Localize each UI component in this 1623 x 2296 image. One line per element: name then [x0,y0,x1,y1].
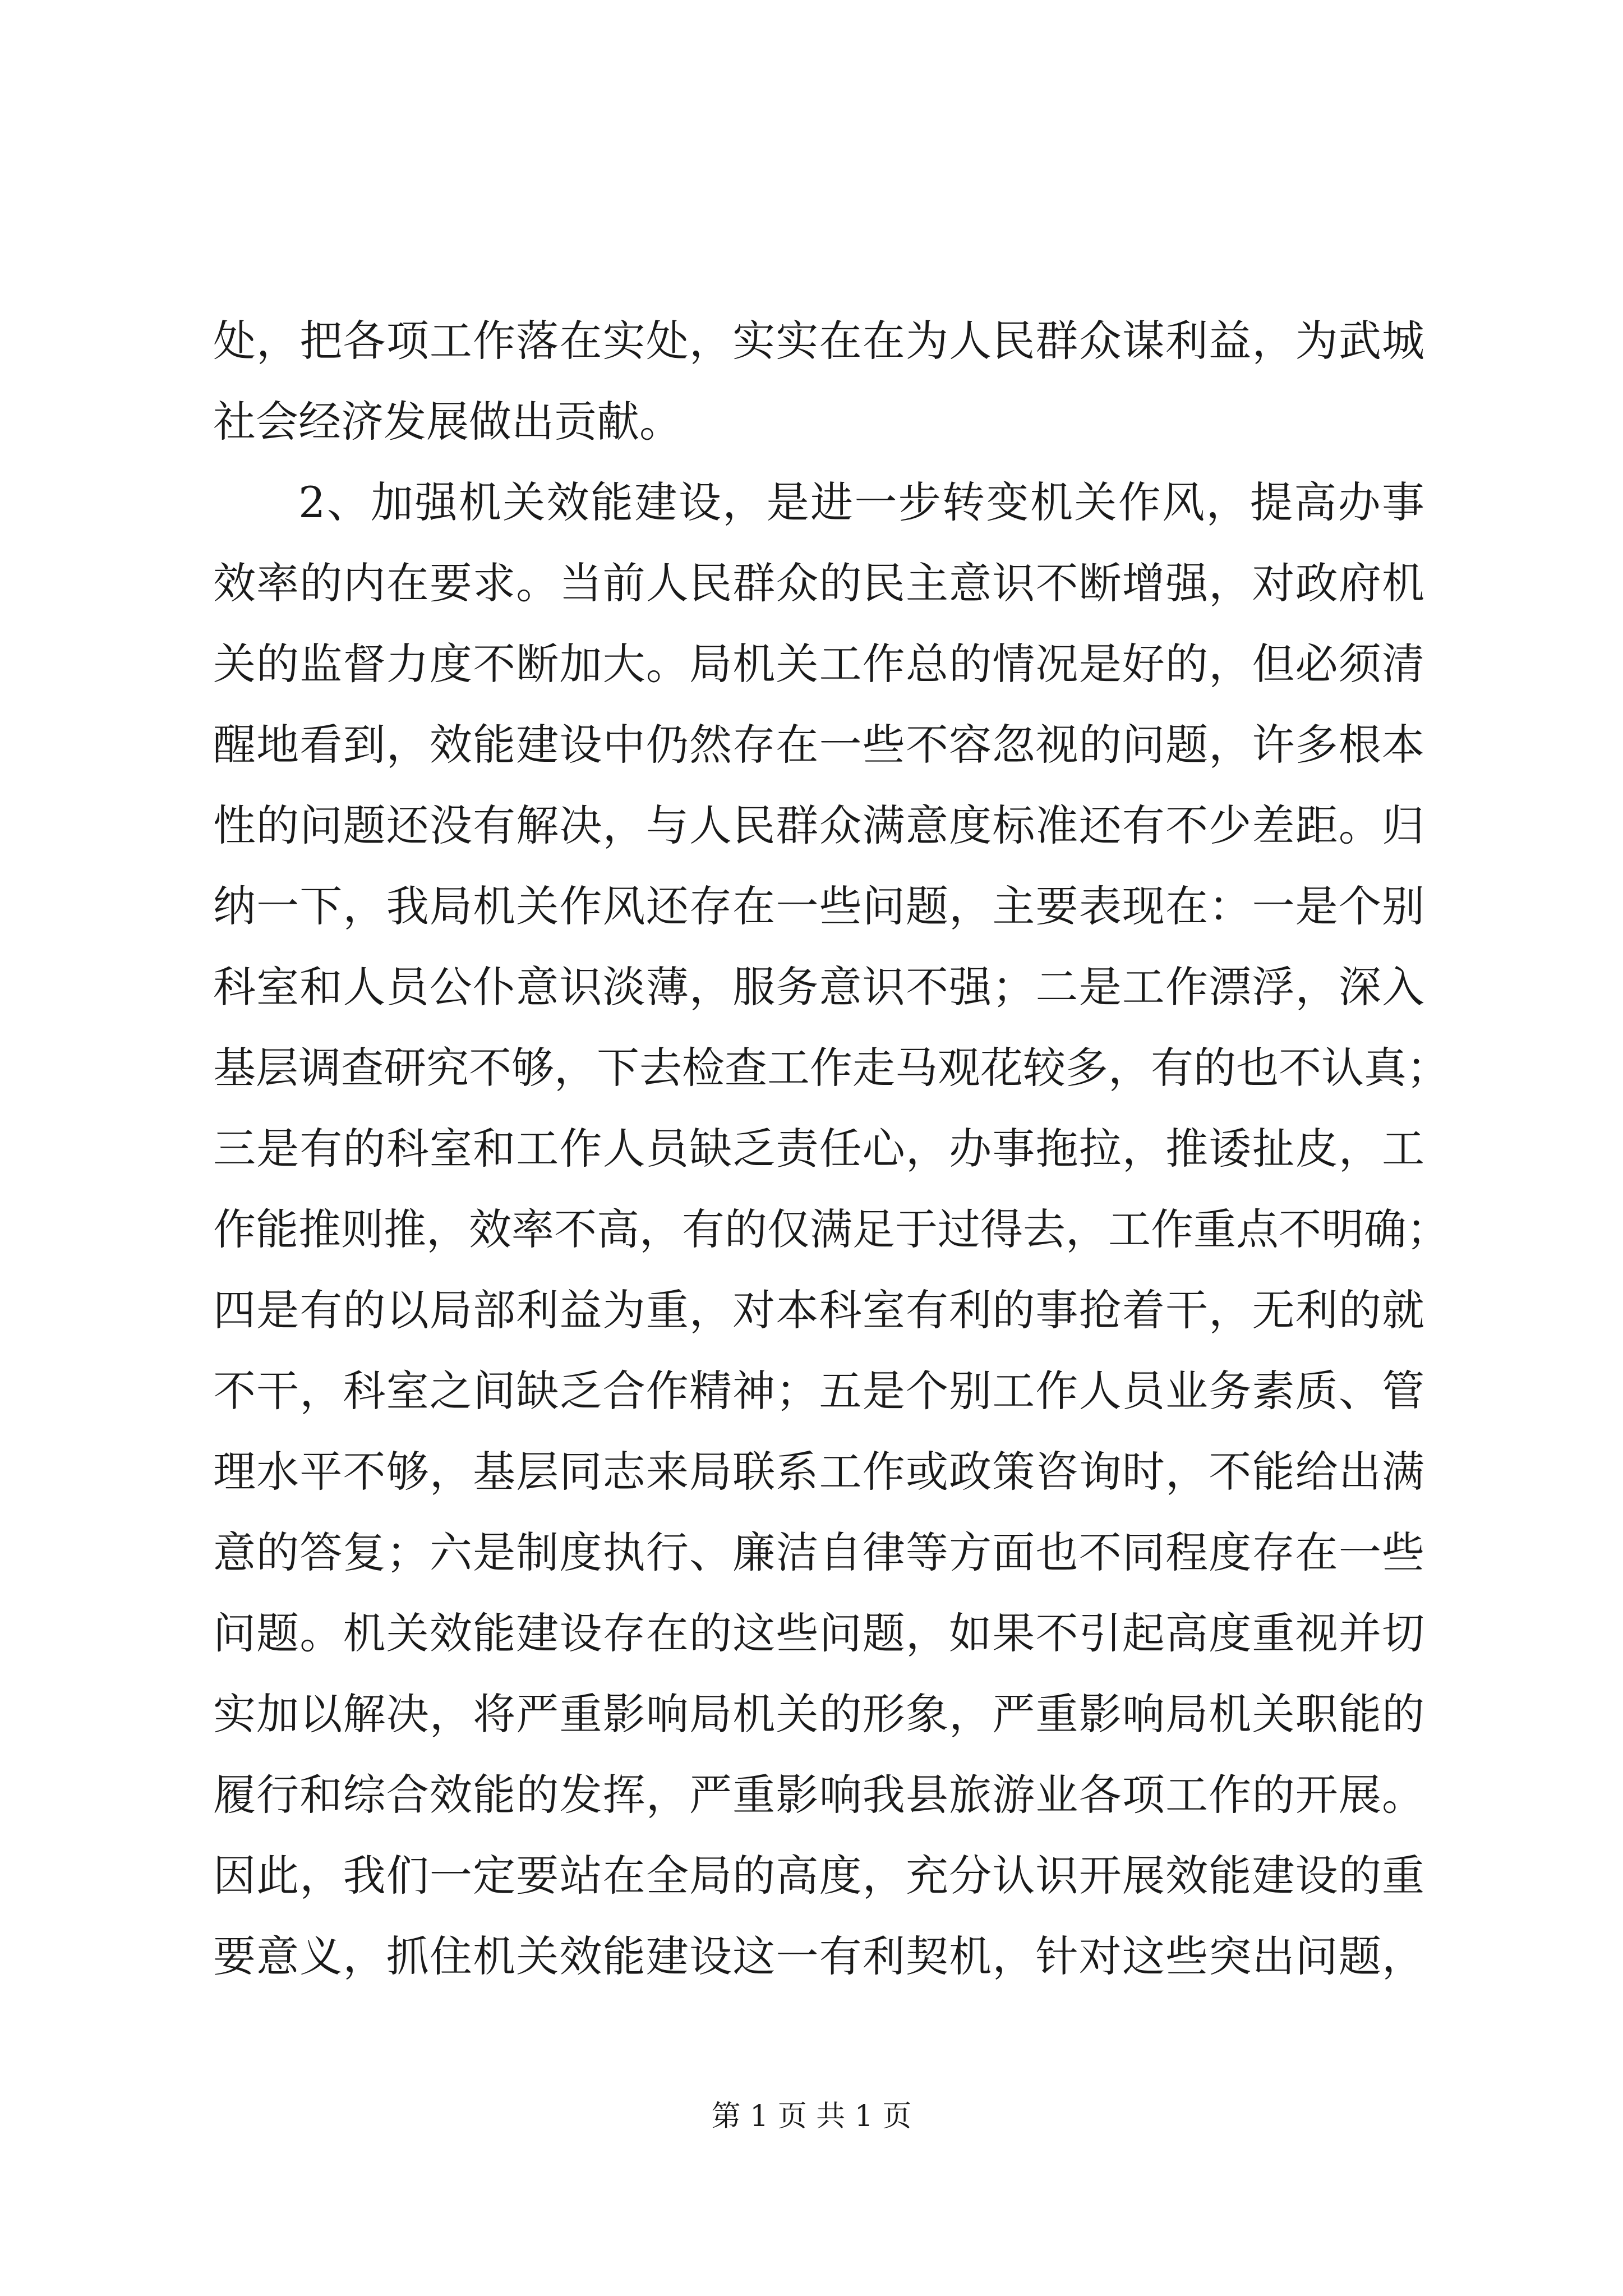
text-line: 要意义，抓住机关效能建设这一有利契机，针对这些突出问题， [213,1931,1424,1981]
text-line: 作能推则推，效率不高，有的仅满足于过得去，工作重点不明确； [213,1204,1449,1254]
text-line: 理水平不够，基层同志来局联系工作或政策咨询时，不能给出满 [213,1447,1424,1497]
text-line: 问题。机关效能建设存在的这些问题，如果不引起高度重视并切 [213,1608,1424,1658]
text-line: 社会经济发展做出贡献。 [213,397,682,447]
text-line: 效率的内在要求。当前人民群众的民主意识不断增强，对政府机 [213,558,1424,608]
text-line: 不干，科室之间缺乏合作精神；五是个别工作人员业务素质、管 [213,1366,1424,1416]
text-line: 性的问题还没有解决，与人民群众满意度标准还有不少差距。归 [213,800,1424,850]
text-line: 处，把各项工作落在实处，实实在在为人民群众谋利益，为武城 [213,316,1424,366]
text-line: 四是有的以局部利益为重，对本科室有利的事抢着干，无利的就 [213,1285,1424,1335]
page-footer: 第 1 页 共 1 页 [711,2100,912,2133]
text-line: 实加以解决，将严重影响局机关的形象，严重影响局机关职能的 [213,1689,1424,1739]
text-line: 基层调查研究不够，下去检查工作走马观花较多，有的也不认真； [213,1043,1449,1093]
text-line: 醒地看到，效能建设中仍然存在一些不容忽视的问题，许多根本 [213,720,1424,770]
text-line: 关的监督力度不断加大。局机关工作总的情况是好的，但必须清 [213,639,1424,689]
text-line: 科室和人员公仆意识淡薄，服务意识不强；二是工作漂浮，深入 [213,962,1424,1012]
text-line: 三是有的科室和工作人员缺乏责任心，办事拖拉，推诿扯皮，工 [213,1124,1424,1174]
text-line: 意的答复；六是制度执行、廉洁自律等方面也不同程度存在一些 [213,1527,1424,1577]
paragraph-2 [213,462,1449,1997]
text-line: 履行和综合效能的发挥，严重影响我县旅游业各项工作的开展。 [213,1770,1424,1820]
text-line: 纳一下，我局机关作风还存在一些问题，主要表现在：一是个别 [213,881,1424,931]
text-line: 因此，我们一定要站在全局的高度，充分认识开展效能建设的重 [213,1851,1424,1901]
paragraph-1 [213,301,1424,462]
document-body [213,301,1449,1997]
text-line: 2、加强机关效能建设，是进一步转变机关作风，提高办事 [298,477,1424,527]
